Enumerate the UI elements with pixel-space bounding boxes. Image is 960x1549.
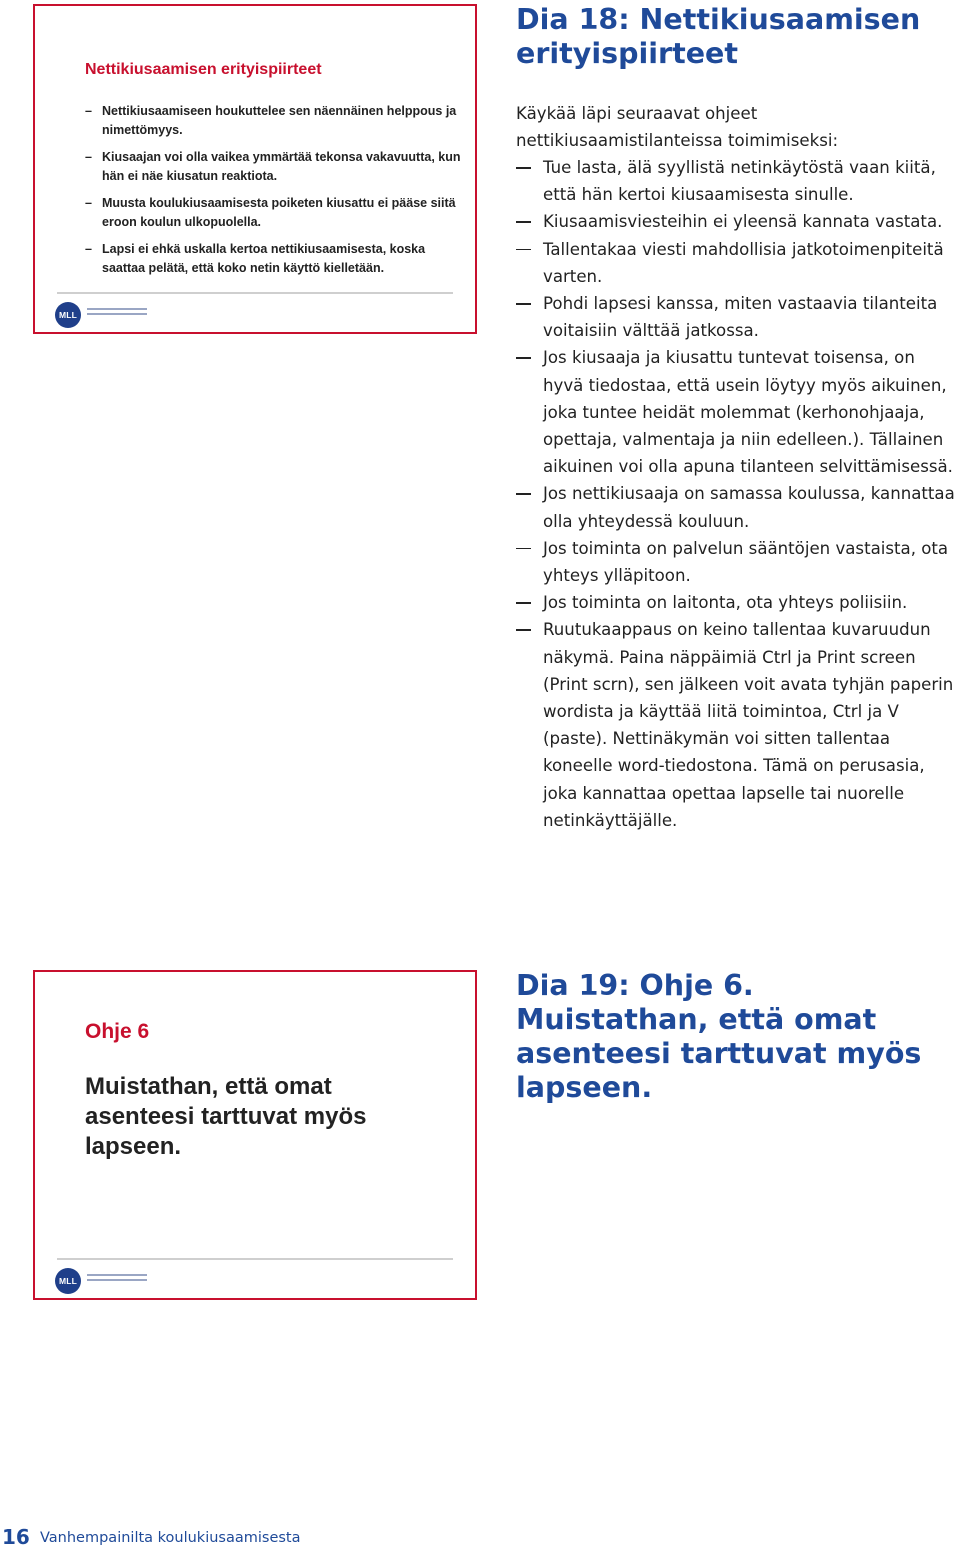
section-19-heading: Dia 19: Ohje 6. Muistathan, että omat asenteesi tarttuvat myös lapseen. [516,969,922,1104]
page-number: 16 [2,1525,30,1549]
footer-title: Vanhempainilta koulukiusaamisesta [40,1530,301,1546]
slide-18-thumbnail [33,4,477,334]
section-18-heading: Dia 18: Nettikiusaamisen erityispiirteet [516,3,921,70]
instruction-item: Jos toiminta on palvelun sääntöjen vastaista, ota yhteys ylläpitoon. [516,535,960,589]
slide-footer-divider [57,1258,453,1260]
instruction-item: Jos nettikiusaaja on samassa koulussa, kannattaa olla yhteydessä kouluun. [516,480,960,534]
mll-logo-subtext [87,308,147,318]
instruction-item: Pohdi lapsesi kanssa, miten vastaavia tilanteita voitaisiin välttää jatkossa. [516,290,960,344]
slide-bullet: – Nettikiusaamiseen houkuttelee sen näennäinen helppous ja nimettömyys. [85,102,465,140]
instruction-item: Tallentakaa viesti mahdollisia jatkotoimenpiteitä varten. [516,236,960,290]
section-18-instructions [516,154,960,834]
slide-bullet: – Lapsi ei ehkä uskalla kertoa nettikiusaamisesta, koska saattaa pelätä, että koko netin käyttö kielletään. [85,240,465,278]
section-18-intro: Käykää läpi seuraavat ohjeet nettikiusaamistilanteissa toimimiseksi: [516,104,839,151]
slide-19-thumbnail [33,970,477,1300]
slide-19-label: Ohje 6 [85,1020,150,1043]
slide-footer-divider [57,292,453,294]
instruction-item: Tue lasta, älä syyllistä netinkäytöstä vaan kiitä, että hän kertoi kiusaamisesta sinulle. [516,154,960,208]
slide-18-bullets [85,102,465,286]
instruction-item: Jos kiusaaja ja kiusattu tuntevat toisensa, on hyvä tiedostaa, että usein löytyy myös aikuinen, joka tuntee heidät molemmat (kerhonohjaaja, opettaja, valmentaja ja niin edelleen.). Tällainen aikuinen voi olla apuna tilanteen selvittämisessä. [516,344,960,480]
mll-logo: MLL [55,1268,81,1294]
instruction-item: Jos toiminta on laitonta, ota yhteys poliisiin. [516,589,960,616]
slide-bullet: – Kiusaajan voi olla vaikea ymmärtää tekonsa vakavuutta, kun hän ei näe kiusatun reaktiota. [85,148,465,186]
slide-bullet: – Muusta koulukiusaamisesta poiketen kiusattu ei pääse siitä eroon koulun ulkopuolella. [85,194,465,232]
instruction-item: Ruutukaappaus on keino tallentaa kuvaruudun näkymä. Paina näppäimiä Ctrl ja Print screen (Print scrn), sen jälkeen voit avata tyhjän paperin wordista ja käyttää liitä toimintoa, Ctrl ja V (paste). Nettinäkymän voi sitten tallentaa koneelle word-tiedostona. Tämä on perusasia, joka kannattaa opettaa lapselle tai nuorelle netinkäyttäjälle. [516,616,960,834]
slide-18-title: Nettikiusaamisen erityispiirteet [85,61,322,78]
mll-logo-subtext [87,1274,147,1284]
slide-19-main-text: Muistathan, että omat asenteesi tarttuvat myös lapseen. [85,1073,367,1160]
mll-logo: MLL [55,302,81,328]
instruction-item: Kiusaamisviesteihin ei yleensä kannata vastata. [516,208,960,235]
